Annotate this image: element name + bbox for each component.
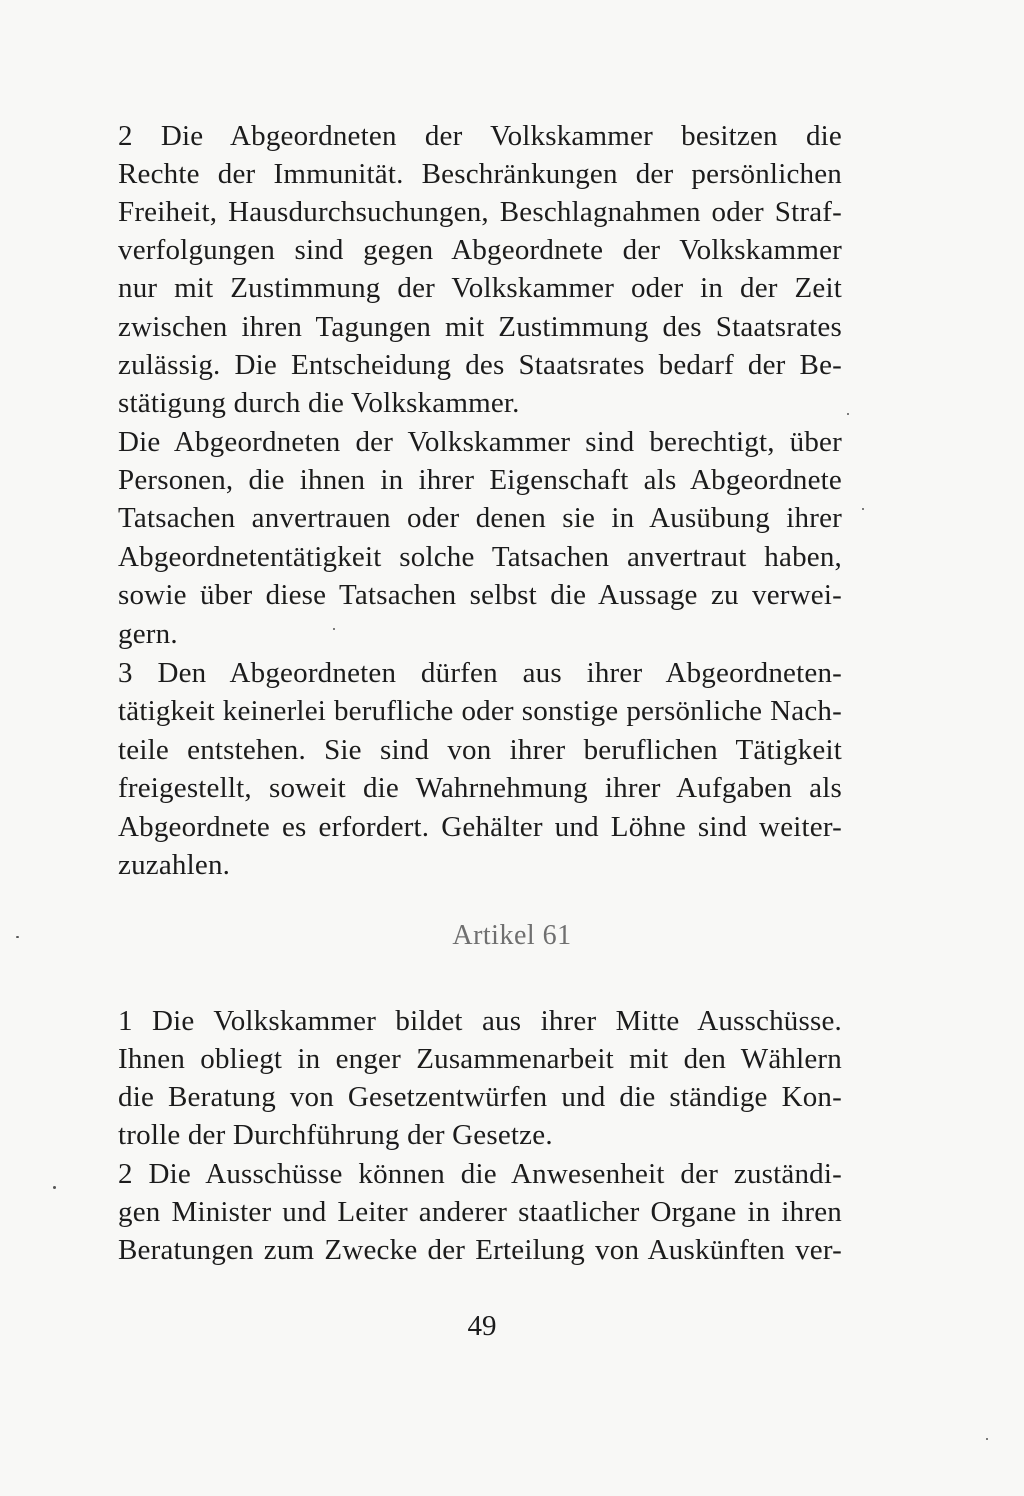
scan-speck [53, 1186, 56, 1189]
text-line: stätigung durch die Volkskammer. [118, 387, 520, 419]
text-line: 2 Die Abgeordneten der Volkskammer besitzen die [118, 120, 842, 152]
text-line: gern. [118, 618, 178, 650]
text-line: zulässig. Die Entscheidung des Staatsrates bedarf der Be- [118, 349, 842, 381]
scan-speck [16, 936, 19, 938]
text-line: die Beratung von Gesetzentwürfen und die ständige Kon- [118, 1081, 842, 1113]
text-line: Beratungen zum Zwecke der Erteilung von Auskünften ver- [118, 1234, 842, 1266]
scan-speck [862, 508, 864, 510]
text-line: Freiheit, Hausdurchsuchungen, Beschlagnahmen oder Straf- [118, 196, 842, 228]
text-line: tätigkeit keinerlei berufliche oder sonstige persönliche Nach- [118, 695, 842, 727]
text-line: Die Abgeordneten der Volkskammer sind berechtigt, über [118, 426, 842, 458]
text-line: trolle der Durchführung der Gesetze. [118, 1119, 553, 1151]
scan-speck [847, 413, 849, 415]
text-line: Abgeordnetentätigkeit solche Tatsachen anvertraut haben, [118, 541, 842, 573]
text-line: Ihnen obliegt in enger Zusammenarbeit mit den Wählern [118, 1043, 842, 1075]
text-line: freigestellt, soweit die Wahrnehmung ihrer Aufgaben als [118, 772, 842, 804]
text-line: 3 Den Abgeordneten dürfen aus ihrer Abgeordneten- [118, 657, 842, 689]
text-line: sowie über diese Tatsachen selbst die Aussage zu verwei- [118, 579, 842, 611]
text-line: 1 Die Volkskammer bildet aus ihrer Mitte Ausschüsse. [118, 1005, 842, 1037]
text-line: Abgeordnete es erfordert. Gehälter und Löhne sind weiter- [118, 811, 842, 843]
text-line: gen Minister und Leiter anderer staatlicher Organe in ihren [118, 1196, 842, 1228]
scan-speck [333, 628, 335, 630]
text-line: Rechte der Immunität. Beschränkungen der persönlichen [118, 158, 842, 190]
scan-speck [986, 1438, 988, 1440]
page-number: 49 [467, 1310, 497, 1342]
text-line: zwischen ihren Tagungen mit Zustimmung des Staatsrates [118, 311, 842, 343]
text-line: teile entstehen. Sie sind von ihrer beruflichen Tätigkeit [118, 734, 842, 766]
article-heading: Artikel 61 [452, 920, 572, 951]
text-line: verfolgungen sind gegen Abgeordnete der Volkskammer [118, 234, 842, 266]
text-line: nur mit Zustimmung der Volkskammer oder in der Zeit [118, 272, 842, 304]
text-line: Personen, die ihnen in ihrer Eigenschaft als Abgeordnete [118, 464, 842, 496]
text-line: Tatsachen anvertrauen oder denen sie in Ausübung ihrer [118, 502, 842, 534]
text-line: 2 Die Ausschüsse können die Anwesenheit der zuständi- [118, 1158, 842, 1190]
text-line: zuzahlen. [118, 849, 231, 881]
